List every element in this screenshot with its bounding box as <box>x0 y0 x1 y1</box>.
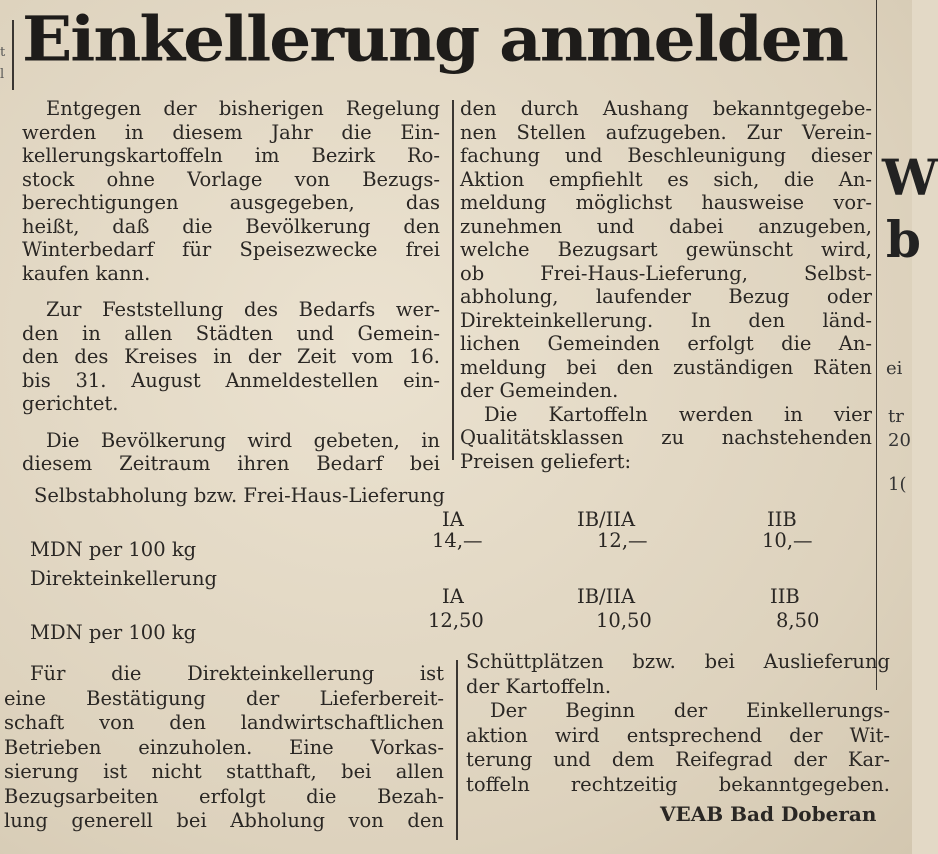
table-header: IA <box>442 585 464 608</box>
table-row-label: MDN per 100 kg <box>30 538 197 561</box>
text-line: Direkteinkellerung. In den länd- <box>460 308 872 332</box>
text-line: Entgegen der bisherigen Regelung <box>46 97 440 120</box>
text-line: eine Bestätigung der Lieferbereit- <box>4 686 444 710</box>
text-line: zunehmen und dabei anzugeben, <box>460 214 872 238</box>
article-column-2 <box>460 97 872 473</box>
text-line: kaufen kann. <box>22 261 151 285</box>
text-line: Die Kartoffeln werden in vier <box>484 402 872 426</box>
left-edge-fragment <box>0 30 12 86</box>
left-edge-char: l <box>0 67 5 82</box>
text-line: nen Stellen aufzugeben. Zur Verein- <box>460 120 872 144</box>
text-line: diesem Zeitraum ihren Bedarf bei <box>22 452 440 475</box>
text-line: Zur Feststellung des Bedarfs wer- <box>46 298 440 321</box>
text-line: Winterbedarf für Speisezwecke frei <box>22 238 440 261</box>
left-edge-char: t <box>0 45 6 60</box>
text-line: abholung, laufender Bezug oder <box>460 285 872 308</box>
article-column-1 <box>22 97 440 476</box>
text-line: der Kartoffeln. <box>466 674 612 698</box>
table-header: IIB <box>767 508 797 531</box>
article-column-3 <box>4 662 444 834</box>
text-line: Preisen geliefert: <box>460 449 632 473</box>
neighbour-headline-fragment: W <box>882 148 938 207</box>
column-rule-right <box>876 0 877 690</box>
table-row-label: MDN per 100 kg <box>30 621 197 644</box>
text-line: Aktion empfiehlt es sich, die An- <box>460 167 872 191</box>
text-line: meldung bei den zuständigen Räten <box>460 355 872 379</box>
table-cell: 14,— <box>432 529 483 552</box>
text-line: fachung und Beschleunigung dieser <box>460 144 872 167</box>
article-column-4 <box>466 650 890 797</box>
table-header: IA <box>442 508 464 531</box>
table-header: IIB <box>770 585 800 608</box>
table-cell: 8,50 <box>776 609 820 632</box>
text-line: toffeln rechtzeitig bekanntgegeben. <box>466 772 890 796</box>
text-line: berechtigungen ausgegeben, das <box>22 191 440 214</box>
neighbour-text-fragment: 1( <box>888 474 907 495</box>
text-line: Die Bevölkerung wird gebeten, in <box>46 428 440 452</box>
text-line: heißt, daß die Bevölkerung den <box>22 214 440 238</box>
text-line: lichen Gemeinden erfolgt die An- <box>460 332 872 355</box>
text-line: sierung ist nicht statthaft, bei allen <box>4 760 444 783</box>
table-cell: 12,50 <box>428 609 484 632</box>
article-headline: Einkellerung anmelden <box>22 2 847 76</box>
text-line: den des Kreises in der Zeit vom 16. <box>22 345 440 368</box>
text-line: Der Beginn der Einkellerungs- <box>490 699 890 722</box>
text-line: meldung möglichst hausweise vor- <box>460 191 872 214</box>
text-line: Qualitätsklassen zu nachstehenden <box>460 426 872 449</box>
text-line: stock ohne Vorlage von Bezugs- <box>22 167 440 191</box>
text-line: der Gemeinden. <box>460 379 619 402</box>
column-rule-middle <box>452 100 454 460</box>
table-section-title: Direkteinkellerung <box>30 567 218 590</box>
text-line: den durch Aushang bekanntgegebe- <box>460 97 872 120</box>
text-line: gerichtet. <box>22 392 119 415</box>
text-line: terung und dem Reifegrad der Kar- <box>466 748 890 771</box>
neighbour-text-fragment: 20 <box>888 430 911 451</box>
neighbour-text-fragment: ei <box>886 358 903 379</box>
column-rule-bottom-middle <box>456 660 458 840</box>
text-line: bis 31. August Anmeldestellen ein- <box>22 368 440 392</box>
text-line: Schüttplätzen bzw. bei Auslieferung <box>466 650 890 673</box>
table-cell: 12,— <box>597 529 648 552</box>
text-line: lung generell bei Abholung von den <box>4 809 444 832</box>
text-line: ob Frei-Haus-Lieferung, Selbst- <box>460 261 872 285</box>
neighbour-text-fragment: tr <box>888 406 904 427</box>
article-signature: VEAB Bad Doberan <box>660 802 877 826</box>
table-cell: 10,— <box>762 529 813 552</box>
column-rule-left <box>12 20 14 90</box>
table-section-title: Selbstabholung bzw. Frei-Haus-Lieferung <box>34 484 445 507</box>
text-line: Für die Direkteinkellerung ist <box>30 662 444 685</box>
text-line: schaft von den landwirtschaftlichen <box>4 711 444 734</box>
text-line: Betrieben einzuholen. Eine Vorkas- <box>4 735 444 759</box>
table-cell: 10,50 <box>596 609 652 632</box>
table-header: IB/IIA <box>577 508 636 531</box>
neighbour-headline-fragment: b <box>886 210 921 269</box>
text-line: aktion wird entsprechend der Wit- <box>466 723 890 747</box>
table-header: IB/IIA <box>577 585 636 608</box>
text-line: den in allen Städten und Gemein- <box>22 321 440 345</box>
text-line: welche Bezugsart gewünscht wird, <box>460 238 872 261</box>
text-line: werden in diesem Jahr die Ein- <box>22 120 440 144</box>
text-line: kellerungskartoffeln im Bezirk Ro- <box>22 144 440 167</box>
text-line: Bezugsarbeiten erfolgt die Bezah- <box>4 784 444 808</box>
